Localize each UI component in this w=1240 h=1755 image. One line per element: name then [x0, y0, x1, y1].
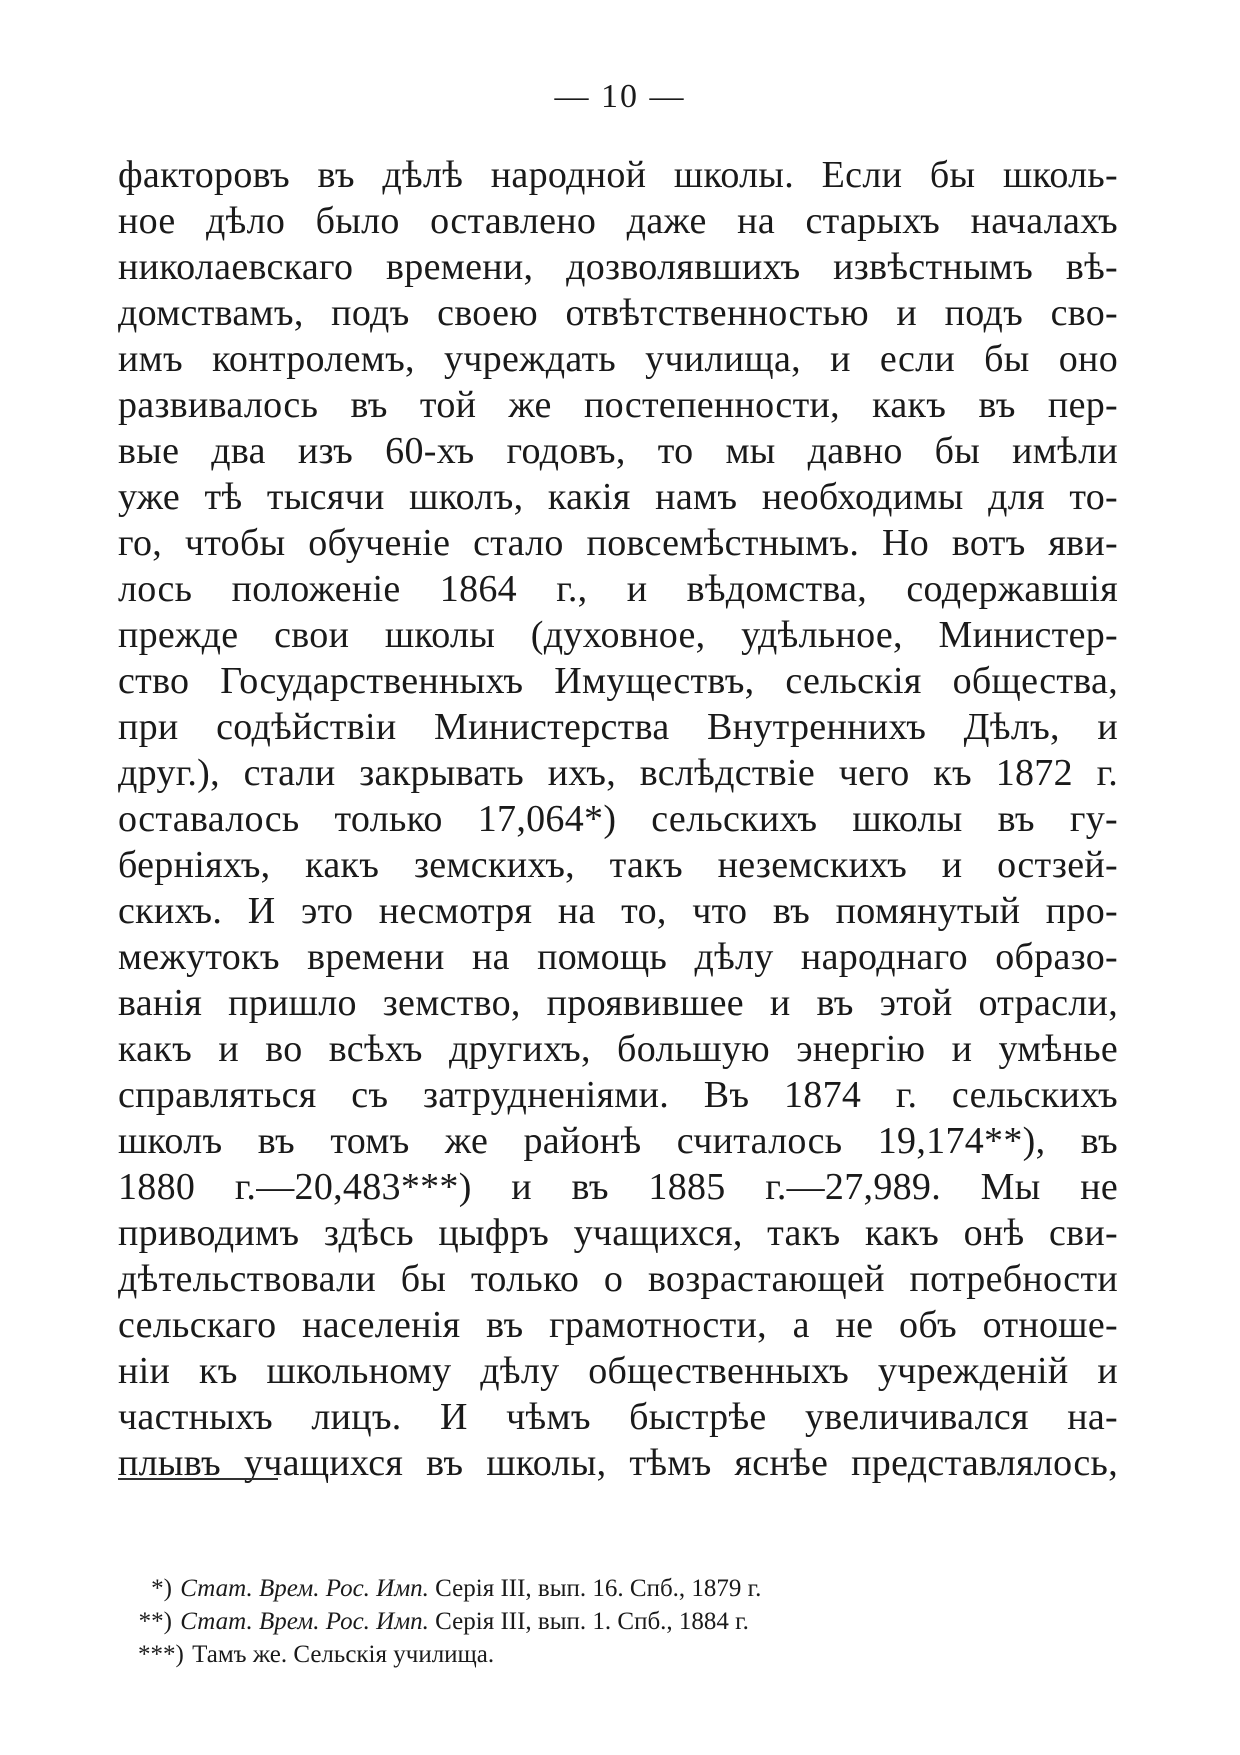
text-line: друг.), стали закрывать ихъ, вслѣдствіе чего къ 1872 г. — [118, 752, 1118, 794]
text-line: факторовъ въ дѣлѣ народной школы. Если бы школь- — [118, 154, 1118, 196]
body-text — [118, 152, 1118, 1486]
text-line: николаевскаго времени, дозволявшихъ извѣстнымъ вѣ- — [118, 246, 1118, 288]
text-line: приводимъ здѣсь цыфръ учащихся, такъ какъ онѣ сви- — [118, 1212, 1118, 1254]
text-line: сельскаго населенія въ грамотности, а не объ отноше- — [118, 1304, 1118, 1346]
footnote-text: Тамъ же. Сельскія училища. — [192, 1641, 495, 1668]
text-line: межутокъ времени на помощь дѣлу народнаго образо- — [118, 936, 1118, 978]
footnote-mark: *) — [151, 1575, 172, 1602]
footnote-mark: ***) — [138, 1641, 184, 1668]
footnote-source: Стат. Врем. Рос. Имп. — [180, 1575, 429, 1602]
text-line: школъ въ томъ же районѣ считалось 19,174**), въ — [118, 1120, 1118, 1162]
footnote-mark: **) — [138, 1608, 172, 1635]
text-line: ное дѣло было оставлено даже на старыхъ началахъ — [118, 200, 1118, 242]
text-line: ванія пришло земство, проявившее и въ этой отрасли, — [118, 982, 1118, 1024]
text-line: дѣтельствовали бы только о возрастающей потребности — [118, 1258, 1118, 1300]
text-line: уже тѣ тысячи школъ, какія намъ необходимы для то- — [118, 476, 1118, 518]
footnote-source: Стат. Врем. Рос. Имп. — [180, 1608, 429, 1635]
text-line: берніяхъ, какъ земскихъ, такъ неземскихъ и остзей- — [118, 844, 1118, 886]
footnote-divider — [118, 1478, 278, 1480]
text-line: развивалось въ той же постепенности, какъ въ пер- — [118, 384, 1118, 426]
text-line: лось положеніе 1864 г., и вѣдомства, содержавшія — [118, 568, 1118, 610]
text-line: частныхъ лицъ. И чѣмъ быстрѣе увеличивался на- — [118, 1396, 1118, 1438]
text-line: ство Государственныхъ Имуществъ, сельскія общества, — [118, 660, 1118, 702]
footnote — [138, 1572, 1098, 1605]
text-line: справляться съ затрудненіями. Въ 1874 г. сельскихъ — [118, 1074, 1118, 1116]
text-line: прежде свои школы (духовное, удѣльное, Министер- — [118, 614, 1118, 656]
footnote — [138, 1638, 1098, 1671]
text-line: скихъ. И это несмотря на то, что въ помянутый про- — [118, 890, 1118, 932]
text-line: при содѣйствіи Министерства Внутреннихъ Дѣлъ, и — [118, 706, 1118, 748]
footnote — [138, 1605, 1098, 1638]
text-line: имъ контролемъ, учреждать училища, и если бы оно — [118, 338, 1118, 380]
text-line: го, чтобы обученіе стало повсемѣстнымъ. Но вотъ яви- — [118, 522, 1118, 564]
text-line: плывъ учащихся въ школы, тѣмъ яснѣе представлялось, — [118, 1442, 1118, 1484]
text-line: домствамъ, подъ своею отвѣтственностью и подъ сво- — [118, 292, 1118, 334]
text-line: оставалось только 17,064*) сельскихъ школы въ гу- — [118, 798, 1118, 840]
text-line: 1880 г.—20,483***) и въ 1885 г.—27,989. Мы не — [118, 1166, 1118, 1208]
footnotes — [138, 1572, 1098, 1671]
text-line: ніи къ школьному дѣлу общественныхъ учрежденій и — [118, 1350, 1118, 1392]
page-number: — 10 — — [554, 78, 686, 115]
text-line: вые два изъ 60-хъ годовъ, то мы давно бы имѣли — [118, 430, 1118, 472]
text-line: какъ и во всѣхъ другихъ, большую энергію и умѣнье — [118, 1028, 1118, 1070]
footnote-text: Серія III, вып. 16. Спб., 1879 г. — [435, 1575, 762, 1602]
footnote-text: Серія III, вып. 1. Спб., 1884 г. — [435, 1608, 749, 1635]
